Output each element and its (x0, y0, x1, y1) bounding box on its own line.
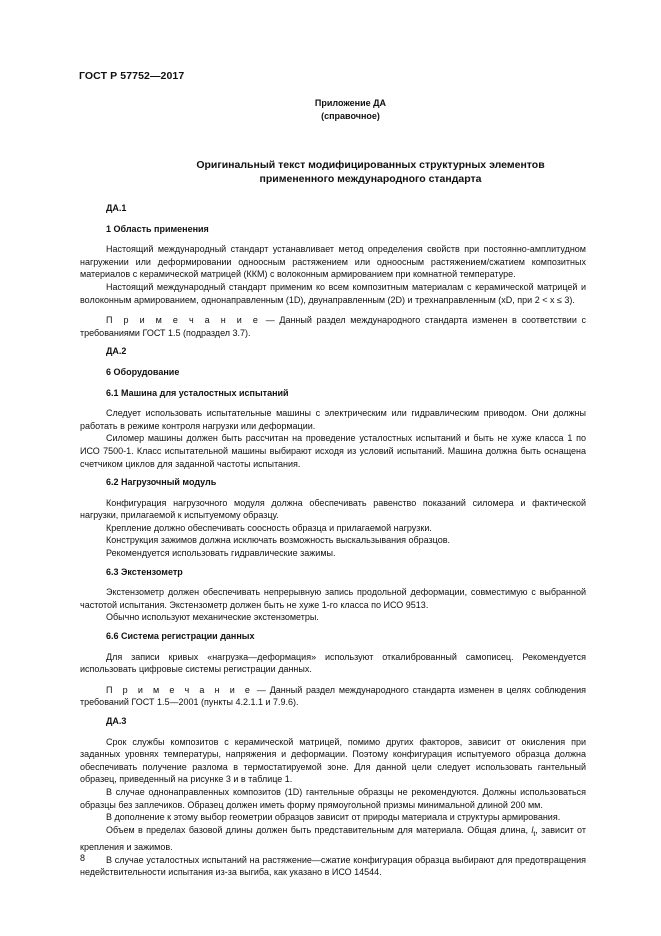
section-label-da2: ДА.2 (106, 346, 127, 357)
main-title (120, 158, 581, 186)
note-text: — Данный раздел международного стандарта изменен в соответствии с требованиями ГОСТ 1.5 (подраздел 3.7). (80, 315, 587, 338)
section-heading-equipment: 6 Оборудование (106, 366, 180, 377)
paragraph-text: , зависит от крепления и зажимов. (80, 824, 586, 853)
note-label: П р и м е ч а н и е (106, 315, 262, 326)
appendix-title: Приложение ДА (314, 98, 387, 108)
main-title-line-2: примененного международного стандарта (259, 173, 482, 185)
paragraph: Крепление должно обеспечивать соосность образца и прилагаемой нагрузки. (106, 522, 432, 533)
variable-subscript: t (533, 830, 536, 838)
paragraph: Обычно используют механические экстензометры. (106, 612, 319, 623)
paragraph: Следует использовать испытательные машины с электрическим или гидравлическим приводом. Они должны работать в режиме контроля нагрузки или деформации. (80, 408, 586, 431)
paragraph: Конструкция зажимов должна исключать возможность выскальзывания образцов. (106, 535, 451, 546)
appendix-heading (0, 97, 661, 123)
paragraph-text: Объем в пределах базовой длины должен быть представительным для материала. Общая длина, (106, 824, 532, 835)
subsection-heading-6-3: 6.3 Экстензометр (106, 566, 183, 577)
paragraph: Срок службы композитов с керамической матрицей, помимо других факторов, зависит от окисления при заданных уровнях температуры, напряжения и деформации. Поэтому конфигурация испытуемого образца должна обеспечивать получение разлома в термостатируемой зоне. Для данной цели следует использовать гантельный образец, приведенный на рисунке 3 и в таблице 1. (80, 736, 586, 785)
paragraph: В случае усталостных испытаний на растяжение—сжатие конфигурация образца выбирают для предотвращения недействительности испытания из-за выгиба, как указано в ИСО 14544. (80, 854, 586, 878)
section-label-da3: ДА.3 (106, 716, 127, 726)
subsection-heading-6-1: 6.1 Машина для усталостных испытаний (106, 387, 289, 398)
page-number: 8 (80, 853, 86, 863)
note-label: П р и м е ч а н и е (106, 684, 254, 695)
main-title-line-1: Оригинальный текст модифицированных структурных элементов (196, 159, 545, 171)
paragraph: Конфигурация нагрузочного модуля должна обеспечивать равенство показаний силомера и фактической нагрузки, прилагаемой к испытуемому образцу. (80, 497, 586, 521)
paragraph: Экстензометр должен обеспечивать непрерывную запись продольной деформации, совместимую с выбранной частотой испытания. Экстензометр должен быть не хуже 1-го класса по ИСО 9513. (80, 587, 586, 610)
variable-l: l (531, 824, 534, 835)
note (80, 684, 586, 709)
appendix-subtitle: (справочное) (321, 111, 380, 121)
note (80, 314, 586, 339)
paragraph: Настоящий международный стандарт устанавливает метод определения свойств при постоянно-амплитудном нагружении или деформировании одноосным растяжением или одноосным растяжением/сжатием композитных материалов с керамической матрицей (ККМ) с волоконным армированием при комнатной температуре. (80, 244, 586, 280)
paragraph: Для записи кривых «нагрузка—деформация» используют откалиброванный самописец. Рекомендуется использовать цифровые системы регистрации данных. (80, 651, 586, 675)
paragraph: Настоящий международный стандарт применим ко всем композитным материалам с керамической матрицей и волоконным армированием, однонаправленным (1D), двунаправленным (2D) и трехнаправленным (xD, при 2 < x ≤ 3). (80, 281, 586, 305)
paragraph (80, 824, 586, 854)
paragraph: Силомер машины должен быть рассчитан на проведение усталостных испытаний и быть не хуже класса 1 по ИСО 7500-1. Класс испытательной машины выбирают исходя из условий испытаний. Машина должна быть оснащена счетчиком циклов для заданной частоты испытания. (80, 433, 586, 469)
paragraph: В дополнение к этому выбор геометрии образцов зависит от природы материала и структуры армирования. (106, 812, 561, 823)
subsection-heading-6-6: 6.6 Система регистрации данных (106, 631, 255, 642)
subsection-heading-6-2: 6.2 Нагрузочный модуль (106, 477, 217, 488)
section-heading-scope: 1 Область применения (106, 223, 209, 234)
document-header-id: ГОСТ Р 57752—2017 (79, 70, 185, 82)
note-text: — Данный раздел международного стандарта изменен в целях соблюдения требований ГОСТ 1.5—2001 (пункты 4.2.1.1 и 7.9.6). (80, 684, 586, 708)
section-label-da1: ДА.1 (106, 203, 127, 213)
paragraph: Рекомендуется использовать гидравлические зажимы. (106, 548, 336, 559)
paragraph: В случае однонаправленных композитов (1D) гантельные образцы не рекомендуются. Должны использоваться образцы без заплечиков. Образец должен иметь форму прямоугольной призмы минимальной длиной 200 мм. (80, 786, 586, 810)
document-body (80, 202, 586, 879)
